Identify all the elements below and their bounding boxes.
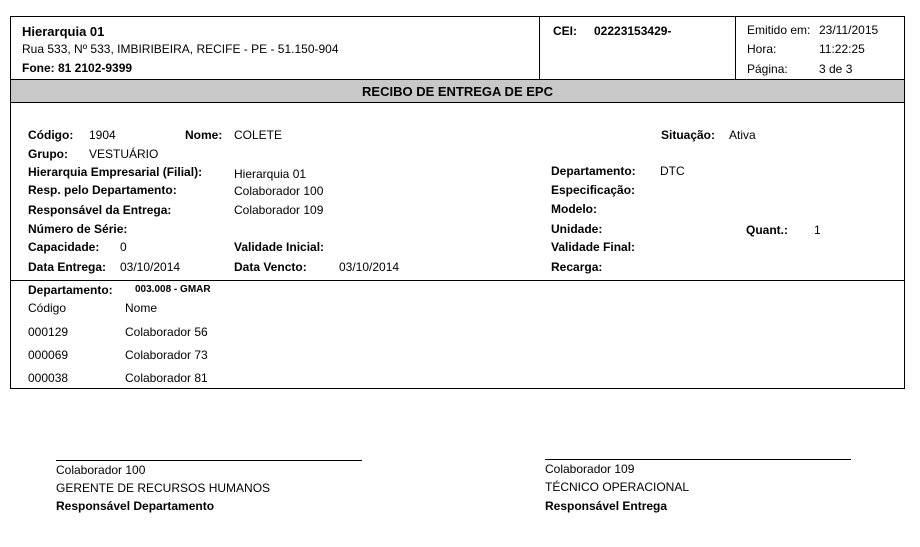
column-header-nome: Nome — [125, 301, 158, 315]
signature-left-caption: Responsável Departamento — [56, 499, 215, 513]
departamento-label: Departamento: — [551, 164, 636, 178]
details-box — [10, 102, 905, 389]
num-serie-label: Número de Série: — [28, 222, 128, 236]
grupo-label: Grupo: — [28, 147, 68, 161]
company-address: Rua 533, Nº 533, IMBIRIBEIRA, RECIFE - PE - 51.150-904 — [22, 42, 339, 56]
especificacao-label: Especificação: — [551, 183, 636, 197]
data-vencto-label: Data Vencto: — [234, 260, 307, 274]
resp-depto-value: Colaborador 100 — [234, 184, 324, 198]
signature-right-role: TÉCNICO OPERACIONAL — [545, 480, 690, 494]
capacidade-value: 0 — [120, 240, 127, 254]
department-value: 003.008 - GMAR — [135, 284, 211, 295]
column-header-codigo: Código — [28, 301, 67, 315]
table-row-code: 000069 — [28, 348, 69, 362]
data-vencto-value: 03/10/2014 — [339, 260, 400, 274]
pagina-value: 3 de 3 — [819, 62, 853, 76]
nome-value: COLETE — [234, 128, 283, 142]
departamento-value: DTC — [660, 164, 685, 178]
quant-label: Quant.: — [746, 223, 788, 237]
resp-entrega-value: Colaborador 109 — [234, 203, 324, 217]
pagina-label: Página: — [747, 62, 788, 76]
table-row-code: 000129 — [28, 325, 69, 339]
codigo-value: 1904 — [89, 128, 116, 142]
capacidade-label: Capacidade: — [28, 240, 100, 254]
table-row-name: Colaborador 73 — [125, 348, 208, 362]
validade-final-label: Validade Final: — [551, 240, 636, 254]
resp-entrega-label: Responsável da Entrega: — [28, 203, 172, 217]
emitido-value: 23/11/2015 — [819, 23, 879, 37]
hierarquia-value: Hierarquia 01 — [234, 167, 307, 181]
hora-value: 11:22:25 — [819, 42, 865, 56]
company-name: Hierarquia 01 — [22, 24, 105, 39]
hora-label: Hora: — [747, 42, 777, 56]
page-title: RECIBO DE ENTREGA DE EPC — [362, 84, 553, 99]
situacao-label: Situação: — [661, 128, 716, 142]
signature-left-name: Colaborador 100 — [56, 463, 146, 477]
recarga-label: Recarga: — [551, 260, 603, 274]
signature-right-name: Colaborador 109 — [545, 462, 635, 476]
validade-inicial-label: Validade Inicial: — [234, 240, 325, 254]
codigo-label: Código: — [28, 128, 74, 142]
emitido-label: Emitido em: — [747, 23, 811, 37]
grupo-value: VESTUÁRIO — [89, 147, 159, 161]
company-phone: Fone: 81 2102-9399 — [22, 61, 133, 75]
signature-right-caption: Responsável Entrega — [545, 499, 668, 513]
cei-value: 02223153429- — [594, 24, 672, 38]
nome-label: Nome: — [185, 128, 223, 142]
table-row-name: Colaborador 81 — [125, 371, 208, 385]
table-row-code: 000038 — [28, 371, 69, 385]
resp-depto-label: Resp. pelo Departamento: — [28, 183, 177, 197]
details-divider — [10, 280, 905, 281]
table-row-name: Colaborador 56 — [125, 325, 208, 339]
signature-left-role: GERENTE DE RECURSOS HUMANOS — [56, 481, 271, 495]
data-entrega-value: 03/10/2014 — [120, 260, 181, 274]
header-divider-right — [735, 16, 736, 80]
header-divider-left — [539, 16, 540, 80]
modelo-label: Modelo: — [551, 202, 597, 216]
department-label: Departamento: — [28, 283, 113, 297]
data-entrega-label: Data Entrega: — [28, 260, 107, 274]
signature-line-left — [56, 460, 362, 461]
hierarquia-label: Hierarquia Empresarial (Filial): — [28, 165, 203, 179]
signature-line-right — [545, 459, 851, 460]
situacao-value: Ativa — [729, 128, 756, 142]
quant-value: 1 — [814, 223, 821, 237]
cei-label: CEI: — [553, 24, 577, 38]
unidade-label: Unidade: — [551, 222, 603, 236]
